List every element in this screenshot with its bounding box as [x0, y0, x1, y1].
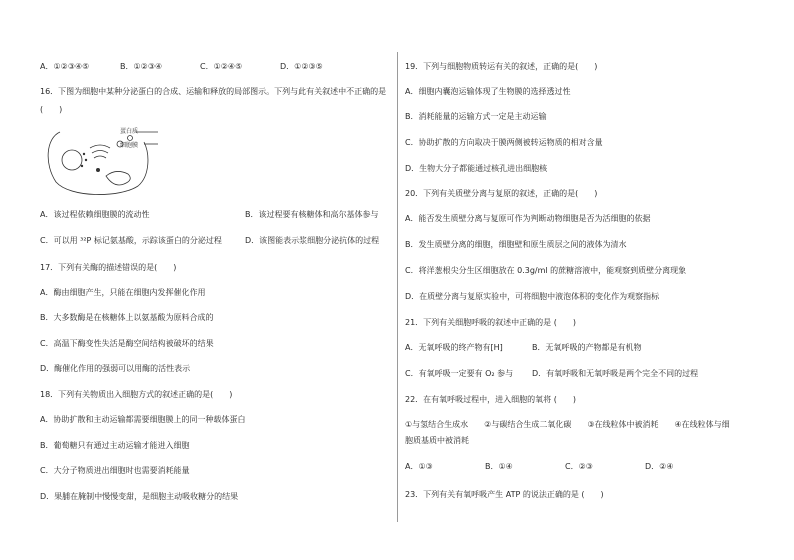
vesicle — [128, 136, 133, 141]
q19-option-a[interactable]: A．细胞内囊泡运输体现了生物膜的选择透过性 — [405, 87, 571, 96]
q16-option-c[interactable]: C．可以用 ³²P 标记氨基酸，示踪该蛋白的分泌过程 — [40, 236, 222, 245]
q22-items-line1: ①与氢结合生成水 ②与碳结合生成二氧化碳 ③在线粒体中被消耗 ④在线粒体与细 — [405, 420, 730, 429]
secretion-diagram — [40, 124, 180, 200]
nucleus — [62, 150, 82, 170]
q18-option-d[interactable]: D．果脯在腌制中慢慢变甜，是细胞主动吸收糖分的结果 — [40, 492, 239, 501]
mitochondrion — [106, 171, 130, 185]
q19-option-b[interactable]: B．消耗能量的运输方式一定是主动运输 — [405, 112, 547, 121]
q15-option-b[interactable]: B．①②③④ — [120, 62, 163, 71]
q22-items-line2: 胞质基质中被消耗 — [405, 436, 469, 445]
q16-stem: 16．下图为细胞中某种分泌蛋白的合成、运输和释放的局部图示。下列与此有关叙述中不正确的是 — [40, 87, 387, 96]
q15-option-a[interactable]: A．①②③④⑤ — [40, 62, 90, 71]
q22-option-d[interactable]: D．②④ — [645, 462, 674, 471]
q22-option-b[interactable]: B．①④ — [485, 462, 513, 471]
q21-stem: 21．下列有关细胞呼吸的叙述中正确的是 ( ) — [405, 318, 576, 327]
golgi-apparatus — [90, 145, 110, 158]
q18-option-c[interactable]: C．大分子物质进出细胞时也需要消耗能量 — [40, 466, 190, 475]
q22-option-a[interactable]: A．①③ — [405, 462, 433, 471]
q17-option-c[interactable]: C．高温下酶变性失活是酶空间结构被破坏的结果 — [40, 339, 214, 348]
q16-option-d[interactable]: D．该图能表示浆细胞分泌抗体的过程 — [245, 236, 380, 245]
q20-stem: 20．下列有关质壁分离与复原的叙述，正确的是( ) — [405, 189, 598, 198]
q20-option-a[interactable]: A．能否发生质壁分离与复原可作为判断动物细胞是否为活细胞的依据 — [405, 214, 651, 223]
q19-option-c[interactable]: C．协助扩散的方向取决于膜两侧被转运物质的相对含量 — [405, 138, 603, 147]
q22-option-c[interactable]: C．②③ — [565, 462, 593, 471]
q21-option-b[interactable]: B．无氧呼吸的产物都是有机物 — [532, 343, 642, 352]
q19-option-d[interactable]: D．生物大分子都能通过核孔进出细胞核 — [405, 164, 548, 173]
q18-option-a[interactable]: A．协助扩散和主动运输都需要细胞膜上的同一种载体蛋白 — [40, 415, 246, 424]
diagram-label-membrane: 细胞膜 — [120, 142, 139, 149]
q17-stem: 17．下列有关酶的描述错误的是( ) — [40, 263, 177, 272]
q15-option-d[interactable]: D．①②③⑤ — [280, 62, 323, 71]
q21-option-c[interactable]: C．有氧呼吸一定要有 O₂ 参与 — [405, 369, 514, 378]
q20-option-d[interactable]: D．在质壁分离与复原实验中，可将细胞中液泡体积的变化作为观察指标 — [405, 292, 660, 301]
q15-option-c[interactable]: C．①②④⑤ — [200, 62, 243, 71]
q17-option-d[interactable]: D．酶催化作用的强弱可以用酶的活性表示 — [40, 364, 191, 373]
diagram-label-protein: 蛋白质 — [120, 128, 139, 135]
q20-option-b[interactable]: B．发生质壁分离的细胞，细胞壁和原生质层之间的液体为清水 — [405, 240, 627, 249]
q17-option-b[interactable]: B．大多数酶是在核糖体上以氨基酸为原料合成的 — [40, 313, 214, 322]
q16-stem-bracket: ( ) — [40, 105, 63, 114]
q18-stem: 18．下列有关物质出入细胞方式的叙述正确的是( ) — [40, 390, 233, 399]
q17-option-a[interactable]: A．酶由细胞产生，只能在细胞内发挥催化作用 — [40, 288, 206, 297]
q21-option-a[interactable]: A．无氧呼吸的终产物有[H] — [405, 343, 503, 352]
column-divider — [397, 52, 398, 522]
q20-option-c[interactable]: C．将洋葱根尖分生区细胞放在 0.3g/ml 的蔗糖溶液中，能观察到质壁分离现象 — [405, 266, 687, 275]
q23-stem: 23．下列有关有氧呼吸产生 ATP 的说法正确的是 ( ) — [405, 490, 604, 499]
q21-option-d[interactable]: D．有氧呼吸和无氧呼吸是两个完全不同的过程 — [532, 369, 699, 378]
q16-option-b[interactable]: B．该过程要有核糖体和高尔基体参与 — [245, 210, 379, 219]
q22-stem: 22．在有氧呼吸过程中，进入细胞的氧将 ( ) — [405, 395, 576, 404]
q18-option-b[interactable]: B．葡萄糖只有通过主动运输才能进入细胞 — [40, 441, 190, 450]
q16-option-a[interactable]: A．该过程依赖细胞膜的流动性 — [40, 210, 150, 219]
q19-stem: 19．下列与细胞物质转运有关的叙述，正确的是( ) — [405, 62, 598, 71]
